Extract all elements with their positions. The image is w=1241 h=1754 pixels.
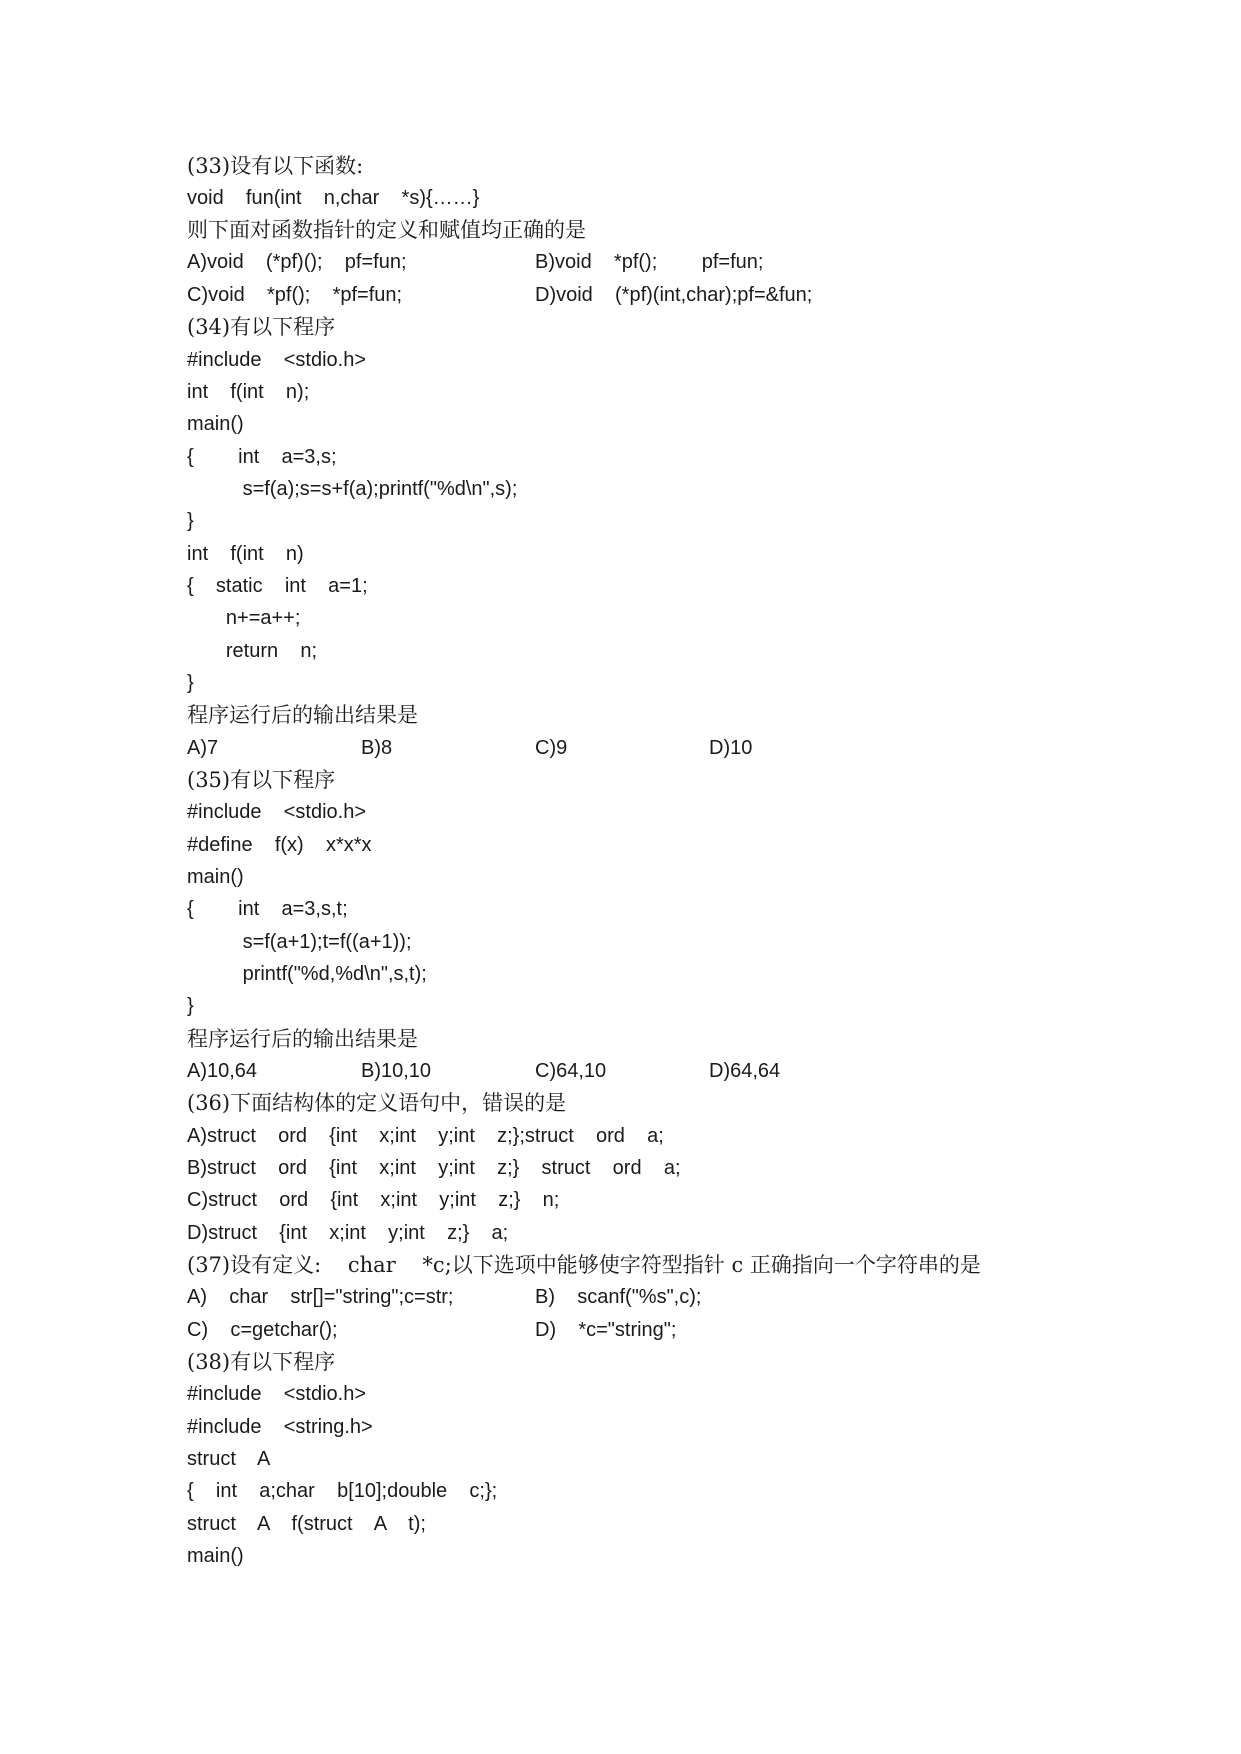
q36-option-d: D)struct {int x;int y;int z;} a; xyxy=(187,1222,509,1244)
q37-option-a: A) char str[]="string";c=str; xyxy=(187,1286,454,1308)
q34-option-d: D)10 xyxy=(709,737,753,759)
q38-code-line: struct A xyxy=(187,1448,271,1470)
q35-option-c: C)64,10 xyxy=(535,1060,607,1082)
q38-code-line: { int a;char b[10];double c;}; xyxy=(187,1480,498,1502)
q33-option-c: C)void *pf(); *pf=fun; xyxy=(187,284,403,306)
q34-code-line: main() xyxy=(187,413,244,435)
q36-option-b: B)struct ord {int x;int y;int z;} struct ord a; xyxy=(187,1157,681,1179)
q33-option-b: B)void *pf(); pf=fun; xyxy=(535,251,764,273)
q34-option-c: C)9 xyxy=(535,737,568,759)
q37-option-b: B) scanf("%s",c); xyxy=(535,1286,702,1308)
q35-option-d: D)64,64 xyxy=(709,1060,781,1082)
q35-code-line: printf("%d,%d\n",s,t); xyxy=(187,963,427,985)
q36-option-c: C)struct ord {int x;int y;int z;} n; xyxy=(187,1189,560,1211)
q34-option-b: B)8 xyxy=(361,737,393,759)
q34-code-line: return n; xyxy=(187,640,318,662)
q36-title: (36)下面结构体的定义语句中，错误的是 xyxy=(187,1091,567,1115)
q34-code-line: { static int a=1; xyxy=(187,575,368,597)
q35-code-line: s=f(a+1);t=f((a+1)); xyxy=(187,931,412,953)
q34-code-line: n+=a++; xyxy=(187,607,301,629)
q34-code-line: s=f(a);s=s+f(a);printf("%d\n",s); xyxy=(187,478,518,500)
q38-code-line: main() xyxy=(187,1545,244,1567)
q34-code-line: int f(int n) xyxy=(187,543,304,565)
q35-title: (35)有以下程序 xyxy=(187,768,336,792)
q37-option-d: D) *c="string"; xyxy=(535,1319,677,1341)
q38-code-line: struct A f(struct A t); xyxy=(187,1513,426,1535)
q35-question: 程序运行后的输出结果是 xyxy=(187,1027,418,1051)
q38-code-line: #include <string.h> xyxy=(187,1416,373,1438)
q33-option-a: A)void (*pf)(); pf=fun; xyxy=(187,251,407,273)
q34-option-a: A)7 xyxy=(187,737,219,759)
q35-code-line: main() xyxy=(187,866,244,888)
q36-option-a: A)struct ord {int x;int y;int z;};struct ord a; xyxy=(187,1125,664,1147)
q34-code-line: { int a=3,s; xyxy=(187,446,337,468)
q34-code-line: } xyxy=(187,672,194,694)
q33-title: (33)设有以下函数: xyxy=(187,154,364,178)
q34-code-line: } xyxy=(187,510,194,532)
q35-code-line: { int a=3,s,t; xyxy=(187,898,348,920)
q33-code: void fun(int n,char *s){……} xyxy=(187,187,480,209)
q34-title: (34)有以下程序 xyxy=(187,315,336,339)
q33-option-d: D)void (*pf)(int,char);pf=&fun; xyxy=(535,284,813,306)
q34-question: 程序运行后的输出结果是 xyxy=(187,703,418,727)
q35-option-a: A)10,64 xyxy=(187,1060,258,1082)
q35-option-b: B)10,10 xyxy=(361,1060,432,1082)
q34-code-line: #include <stdio.h> xyxy=(187,349,367,371)
q35-code-line: #include <stdio.h> xyxy=(187,801,367,823)
q37-title: (37)设有定义: char *c;以下选项中能够使字符型指针 c 正确指向一个字符串的是 xyxy=(187,1253,981,1277)
q38-code-line: #include <stdio.h> xyxy=(187,1383,367,1405)
q33-question: 则下面对函数指针的定义和赋值均正确的是 xyxy=(187,218,586,242)
q34-code-line: int f(int n); xyxy=(187,381,310,403)
q35-code-line: } xyxy=(187,995,194,1017)
q37-option-c: C) c=getchar(); xyxy=(187,1319,338,1341)
q38-title: (38)有以下程序 xyxy=(187,1350,336,1374)
q35-code-line: #define f(x) x*x*x xyxy=(187,834,372,856)
